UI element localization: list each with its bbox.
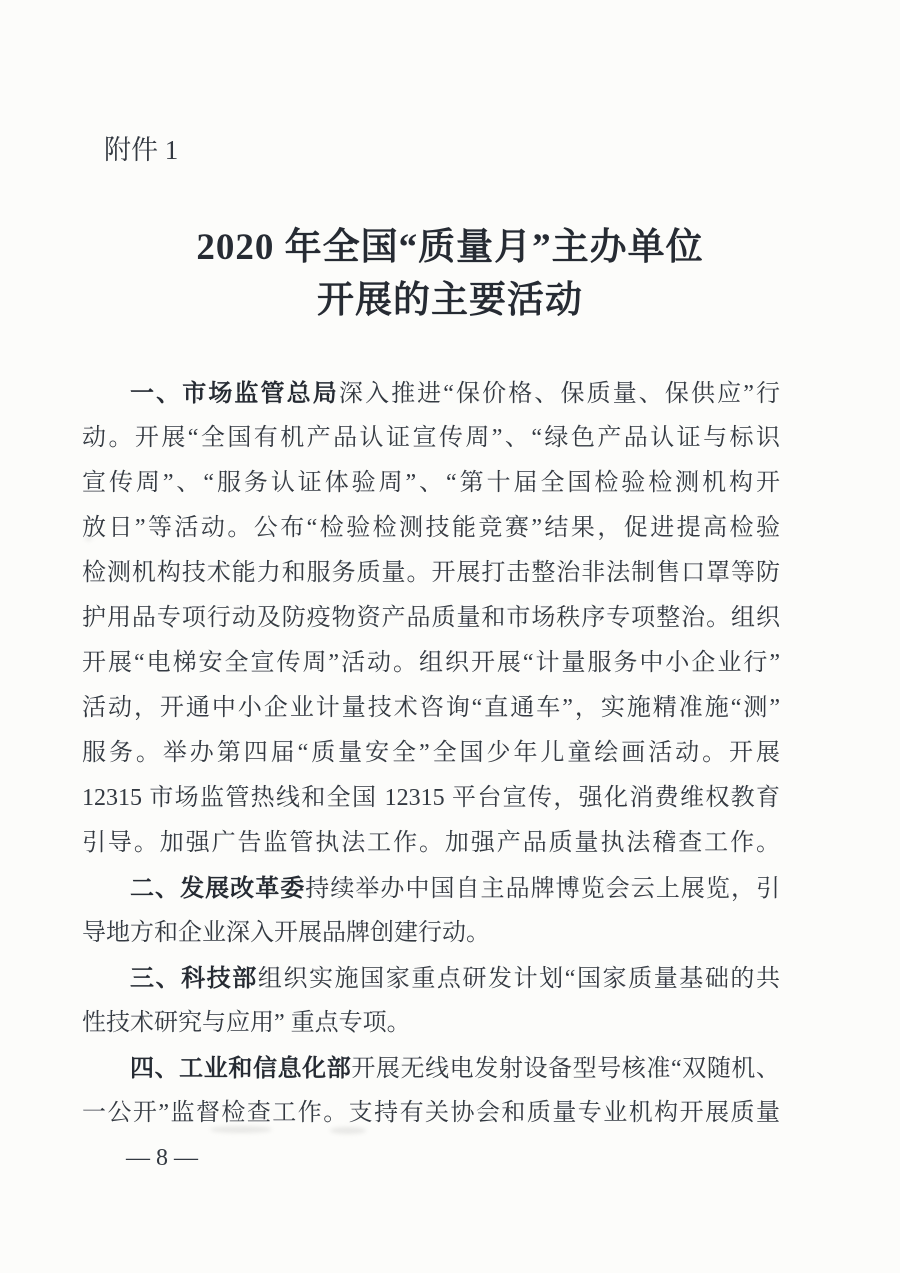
paragraph-1-line-7: 开展“电梯安全宣传周”活动。组织开展“计量服务中小企业行” — [82, 650, 780, 676]
paragraph-2-lead: 二、发展改革委 — [130, 875, 306, 902]
paragraph-1-lead: 一、市场监管总局 — [130, 380, 339, 407]
paragraph-1-line-9: 服务。举办第四届“质量安全”全国少年儿童绘画活动。开展 — [82, 740, 780, 766]
paragraph-1-line-5: 检测机构技术能力和服务质量。开展打击整治非法制售口罩等防 — [82, 560, 780, 586]
document-body — [82, 371, 780, 1136]
page-number: — 8 — — [126, 1145, 198, 1171]
scan-artifact — [210, 1126, 272, 1133]
document-title — [0, 221, 900, 327]
paragraph-1-line-8: 活动，开通中小企业计量技术咨询“直通车”，实施精准施“测” — [82, 695, 780, 721]
paragraph-2-line-2: 导地方和企业深入开展品牌创建行动。 — [82, 920, 490, 946]
paragraph-1-line-11: 引导。加强广告监管执法工作。加强产品质量执法稽查工作。 — [82, 830, 780, 856]
paragraph-4-line-1: 四、工业和信息化部开展无线电发射设备型号核准“双随机、 — [130, 1055, 780, 1082]
paragraph-1-line-2: 动。开展“全国有机产品认证宣传周”、“绿色产品认证与标识 — [82, 425, 780, 451]
paragraph-1-line-3: 宣传周”、“服务认证体验周”、“第十届全国检验检测机构开 — [82, 470, 780, 496]
paragraph-2-line-1: 二、发展改革委持续举办中国自主品牌博览会云上展览，引 — [130, 875, 780, 902]
scan-artifact — [85, 536, 92, 541]
paragraph-1-line-4: 放日”等活动。公布“检验检测技能竞赛”结果，促进提高检验 — [82, 515, 780, 541]
paragraph-1-line-1: 一、市场监管总局深入推进“保价格、保质量、保供应”行 — [130, 380, 780, 407]
paragraph-1-line-6: 护用品专项行动及防疫物资产品质量和市场秩序专项整治。组织 — [82, 605, 780, 631]
attachment-label: 附件 1 — [104, 135, 179, 165]
paragraph-4-line-2: 一公开”监督检查工作。支持有关协会和质量专业机构开展质量 — [82, 1100, 780, 1126]
paragraph-4-lead: 四、工业和信息化部 — [130, 1055, 352, 1082]
paragraph-1-line-10: 12315 市场监管热线和全国 12315 平台宣传，强化消费维权教育 — [82, 785, 780, 811]
scan-artifact — [330, 1127, 366, 1134]
paragraph-3-lead: 三、科技部 — [130, 965, 258, 992]
paragraph-3-line-2: 性技术研究与应用” 重点专项。 — [82, 1010, 411, 1036]
title-line-1: 2020 年全国“质量月”主办单位 — [196, 227, 704, 268]
paragraph-3-line-1: 三、科技部组织实施国家重点研发计划“国家质量基础的共 — [130, 965, 780, 992]
title-line-2: 开展的主要活动 — [317, 280, 583, 321]
